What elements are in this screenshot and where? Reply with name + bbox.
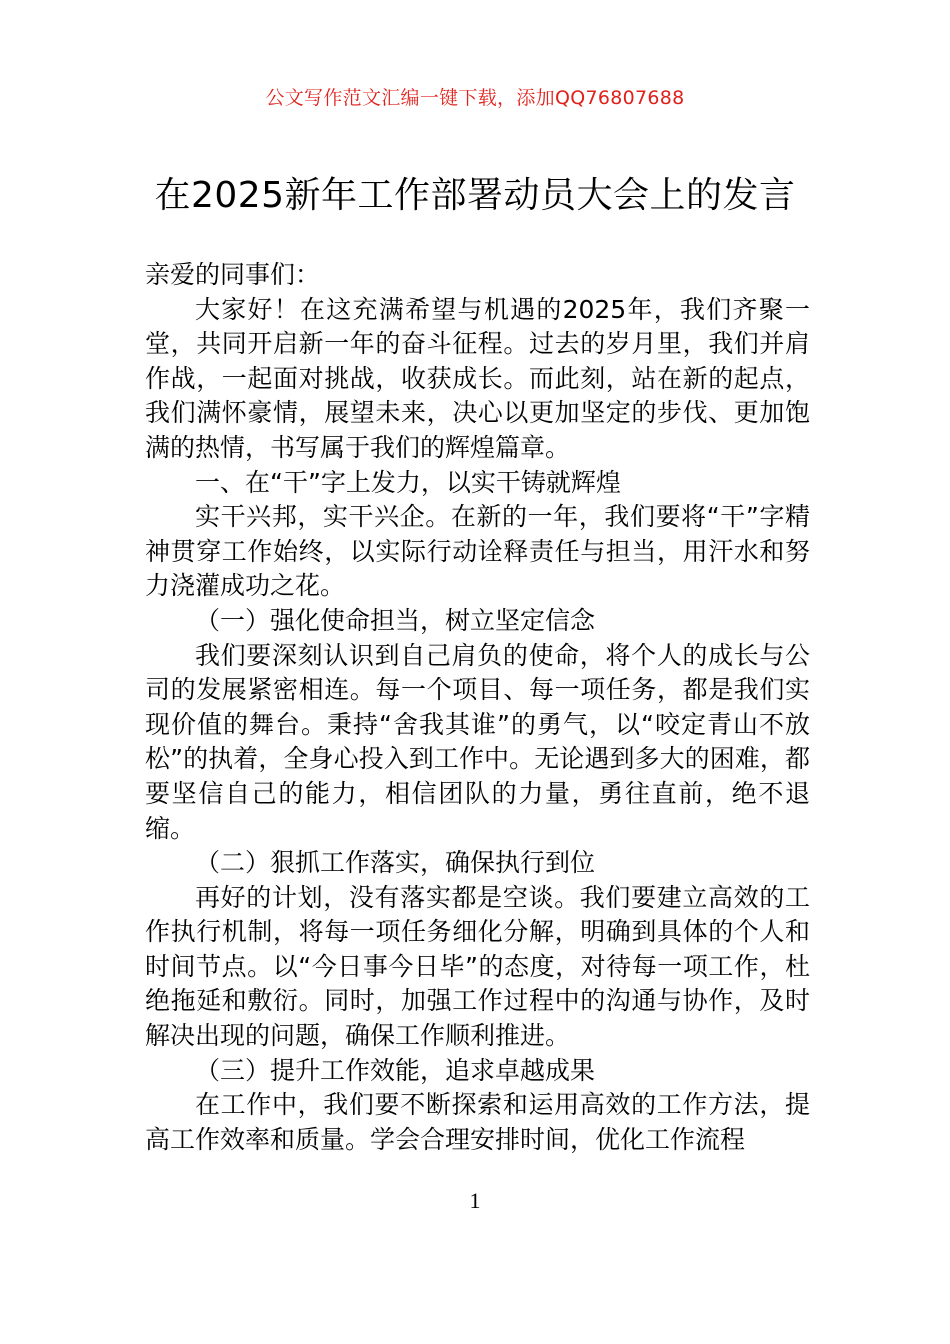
section-heading-1: 一、在“干”字上发力，以实干铸就辉煌	[195, 467, 621, 497]
paragraph-1-2: 再好的计划，没有落实都是空谈。我们要建立高效的工作执行机制，将每一项任务细化分解，明确到具体的个人和时间节点。以“今日事今日毕”的态度，对待每一项工作，杜绝拖延和敷衍。同时，加强工作过程中的沟通与协作，及时解决出现的问题，确保工作顺利推进。	[145, 882, 810, 1051]
header-banner: 公文写作范文汇编一键下载，添加QQ76807688	[265, 87, 685, 109]
subheading-1-3: （三）提升工作效能，追求卓越成果	[195, 1055, 596, 1085]
page-number: 1	[469, 1188, 481, 1213]
document-body	[145, 258, 810, 1157]
paragraph-1-3: 在工作中，我们要不断探索和运用高效的工作方法，提高工作效率和质量。学会合理安排时间，优化工作流程	[145, 1090, 810, 1154]
subheading-1-2: （二）狠抓工作落实，确保执行到位	[195, 848, 596, 878]
paragraph-1-1: 我们要深刻认识到自己肩负的使命，将个人的成长与公司的发展紧密相连。每一个项目、每一项任务，都是我们实现价值的舞台。秉持“舍我其谁”的勇气，以“咬定青山不放松”的执着，全身心投入到工作中。无论遇到多大的困难，都要坚信自己的能力，相信团队的力量，勇往直前，绝不退缩。	[145, 640, 810, 843]
subheading-1-1: （一）强化使命担当，树立坚定信念	[195, 605, 596, 635]
salutation: 亲爱的同事们：	[145, 260, 321, 289]
document-title: 在2025新年工作部署动员大会上的发言	[154, 175, 796, 216]
paragraph-section-1-intro: 实干兴邦，实干兴企。在新的一年，我们要将“干”字精神贯穿工作始终，以实际行动诠释责任与担当，用汗水和努力浇灌成功之花。	[145, 502, 810, 601]
paragraph-opening: 大家好！在这充满希望与机遇的2025年，我们齐聚一堂，共同开启新一年的奋斗征程。过去的岁月里，我们并肩作战，一起面对挑战，收获成长。而此刻，站在新的起点，我们满怀豪情，展望未来，决心以更加坚定的步伐、更加饱满的热情，书写属于我们的辉煌篇章。	[145, 294, 810, 462]
